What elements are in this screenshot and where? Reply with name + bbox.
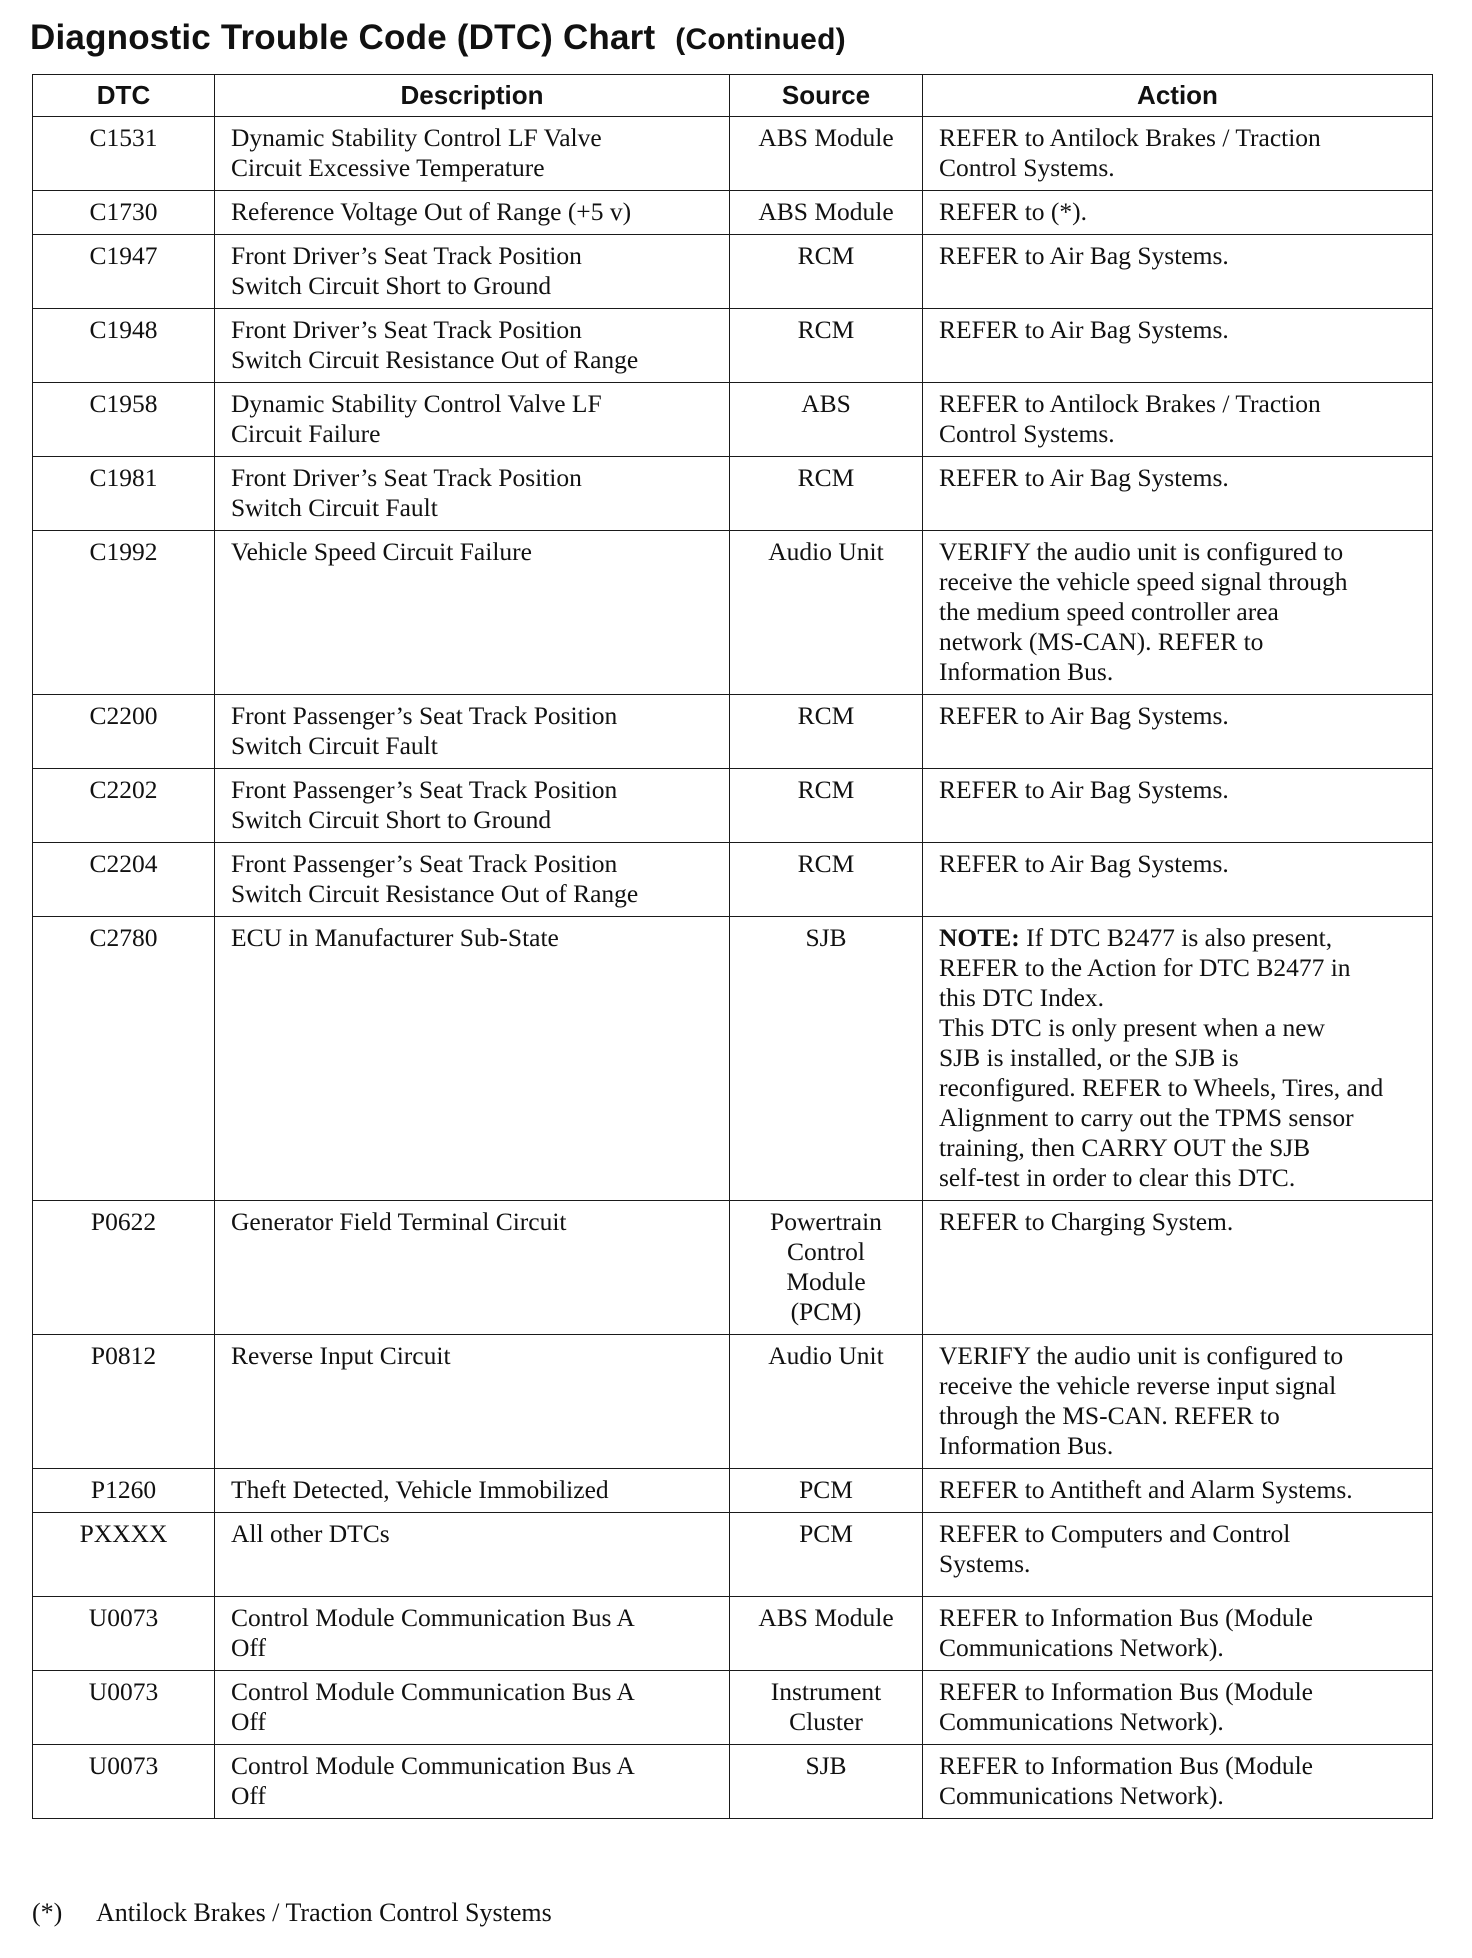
source-cell: [730, 843, 923, 917]
source-line: ABS: [801, 389, 851, 418]
footnote: [32, 1898, 552, 1928]
source-line: (PCM): [790, 1297, 862, 1326]
source-line: PCM: [799, 1475, 853, 1504]
header-description: Description: [215, 75, 730, 117]
source-line: Control: [787, 1237, 865, 1266]
dtc-code-cell: [33, 1745, 215, 1819]
dtc-code-cell: [33, 117, 215, 191]
dtc-code-cell: [33, 383, 215, 457]
source-cell: [730, 457, 923, 531]
source-cell: [730, 235, 923, 309]
table-row: [33, 191, 1433, 235]
source-cell: [730, 1597, 923, 1671]
description-line: All other DTCs: [231, 1519, 390, 1548]
action-line: REFER to Charging System.: [939, 1207, 1234, 1236]
description-line: Switch Circuit Short to Ground: [231, 805, 552, 834]
action-line: VERIFY the audio unit is configured to: [939, 537, 1344, 566]
action-line: reconfigured. REFER to Wheels, Tires, and: [939, 1073, 1384, 1102]
dtc-code: C1981: [89, 463, 158, 492]
source-line: Module: [786, 1267, 866, 1296]
action-line: REFER to Air Bag Systems.: [939, 775, 1229, 804]
description-line: Switch Circuit Resistance Out of Range: [231, 879, 639, 908]
source-line: RCM: [797, 849, 855, 878]
description-cell: [215, 191, 730, 235]
dtc-code: C1958: [89, 389, 158, 418]
description-line: Control Module Communication Bus A: [231, 1603, 635, 1632]
table-row: [33, 843, 1433, 917]
table-row: [33, 1513, 1433, 1597]
dtc-code-cell: [33, 1201, 215, 1335]
action-line: Control Systems.: [939, 153, 1115, 182]
table-row: [33, 1335, 1433, 1469]
action-line: REFER to the Action for DTC B2477 in: [939, 953, 1351, 982]
action-line: Control Systems.: [939, 419, 1115, 448]
table-header-row: [33, 75, 1433, 117]
action-cell: [923, 1597, 1433, 1671]
header-action: Action: [923, 75, 1433, 117]
description-line: Off: [231, 1633, 266, 1662]
action-cell: [923, 843, 1433, 917]
description-line: Front Driver’s Seat Track Position: [231, 241, 582, 270]
description-line: Front Passenger’s Seat Track Position: [231, 701, 618, 730]
dtc-code: P0812: [90, 1341, 157, 1370]
description-cell: [215, 1597, 730, 1671]
source-line: Instrument: [770, 1677, 882, 1706]
dtc-code: C2200: [89, 701, 158, 730]
description-cell: [215, 235, 730, 309]
description-line: Front Passenger’s Seat Track Position: [231, 849, 618, 878]
source-cell: [730, 191, 923, 235]
table-row: [33, 1597, 1433, 1671]
action-cell: [923, 769, 1433, 843]
action-line: REFER to Computers and Control: [939, 1519, 1291, 1548]
source-line: RCM: [797, 463, 855, 492]
source-cell: [730, 1469, 923, 1513]
source-line: Audio Unit: [768, 1341, 884, 1370]
dtc-code: C2202: [89, 775, 158, 804]
dtc-code-cell: [33, 457, 215, 531]
action-line: REFER to Information Bus (Module: [939, 1677, 1313, 1706]
action-line: REFER to Air Bag Systems.: [939, 315, 1229, 344]
description-line: Circuit Failure: [231, 419, 381, 448]
dtc-code-cell: [33, 1513, 215, 1597]
description-line: Off: [231, 1781, 266, 1810]
action-cell: [923, 1335, 1433, 1469]
table-row: [33, 531, 1433, 695]
description-line: Generator Field Terminal Circuit: [231, 1207, 567, 1236]
action-line: Communications Network).: [939, 1633, 1224, 1662]
table-row: [33, 309, 1433, 383]
description-line: Switch Circuit Resistance Out of Range: [231, 345, 639, 374]
source-line: ABS Module: [758, 197, 894, 226]
action-line: Systems.: [939, 1549, 1031, 1578]
action-cell: [923, 1745, 1433, 1819]
dtc-code: C1992: [89, 537, 158, 566]
source-cell: [730, 917, 923, 1201]
description-line: Switch Circuit Fault: [231, 731, 438, 760]
dtc-code-cell: [33, 191, 215, 235]
action-line: REFER to (*).: [939, 197, 1088, 226]
description-cell: [215, 695, 730, 769]
dtc-code: C1730: [89, 197, 158, 226]
description-line: Front Passenger’s Seat Track Position: [231, 775, 618, 804]
table-row: [33, 1201, 1433, 1335]
description-cell: [215, 383, 730, 457]
action-line: REFER to Antilock Brakes / Traction: [939, 123, 1321, 152]
source-line: SJB: [805, 1751, 847, 1780]
dtc-code: C1531: [89, 123, 158, 152]
description-line: Dynamic Stability Control Valve LF: [231, 389, 602, 418]
action-line: this DTC Index.: [939, 983, 1105, 1012]
dtc-code: P1260: [90, 1475, 157, 1504]
action-line: This DTC is only present when a new: [939, 1013, 1325, 1042]
dtc-code-cell: [33, 843, 215, 917]
description-cell: [215, 457, 730, 531]
description-cell: [215, 309, 730, 383]
source-line: RCM: [797, 315, 855, 344]
dtc-code: U0073: [88, 1677, 159, 1706]
source-cell: [730, 117, 923, 191]
source-cell: [730, 309, 923, 383]
dtc-code: C1948: [89, 315, 158, 344]
table-row: [33, 1469, 1433, 1513]
dtc-code-cell: [33, 769, 215, 843]
dtc-code-cell: [33, 1335, 215, 1469]
header-source: Source: [730, 75, 923, 117]
note-text: If DTC B2477 is also present,: [1026, 923, 1333, 952]
dtc-code: C2204: [89, 849, 158, 878]
description-cell: [215, 769, 730, 843]
description-line: Switch Circuit Short to Ground: [231, 271, 552, 300]
action-cell: [923, 1671, 1433, 1745]
action-cell: [923, 1513, 1433, 1597]
action-line: Communications Network).: [939, 1781, 1224, 1810]
description-cell: [215, 1513, 730, 1597]
action-cell: [923, 117, 1433, 191]
table-row: [33, 235, 1433, 309]
source-line: ABS Module: [758, 1603, 894, 1632]
action-line: Information Bus.: [939, 1431, 1114, 1460]
action-cell: [923, 1469, 1433, 1513]
table-row: [33, 769, 1433, 843]
action-line: VERIFY the audio unit is configured to: [939, 1341, 1344, 1370]
action-cell: [923, 1201, 1433, 1335]
action-cell: [923, 235, 1433, 309]
table-row: [33, 1745, 1433, 1819]
action-line: REFER to Air Bag Systems.: [939, 463, 1229, 492]
action-line: REFER to Antitheft and Alarm Systems.: [939, 1475, 1353, 1504]
dtc-code-cell: [33, 1597, 215, 1671]
source-line: ABS Module: [758, 123, 894, 152]
action-line: REFER to Antilock Brakes / Traction: [939, 389, 1321, 418]
dtc-code: U0073: [88, 1603, 159, 1632]
action-line: [939, 923, 1416, 953]
description-line: Control Module Communication Bus A: [231, 1751, 635, 1780]
action-cell: [923, 695, 1433, 769]
description-cell: [215, 1335, 730, 1469]
table-row: [33, 917, 1433, 1201]
description-line: Theft Detected, Vehicle Immobilized: [231, 1475, 609, 1504]
description-cell: [215, 1671, 730, 1745]
page-title: [30, 18, 846, 58]
source-cell: [730, 695, 923, 769]
action-line: Alignment to carry out the TPMS sensor: [939, 1103, 1354, 1132]
source-cell: [730, 383, 923, 457]
description-line: Circuit Excessive Temperature: [231, 153, 545, 182]
source-cell: [730, 531, 923, 695]
description-cell: [215, 843, 730, 917]
action-line: REFER to Information Bus (Module: [939, 1603, 1313, 1632]
source-cell: [730, 769, 923, 843]
description-line: Reference Voltage Out of Range (+5 v): [231, 197, 632, 226]
action-line: receive the vehicle speed signal through: [939, 567, 1348, 596]
header-dtc: DTC: [33, 75, 215, 117]
action-line: REFER to Air Bag Systems.: [939, 849, 1229, 878]
dtc-code: C1947: [89, 241, 158, 270]
dtc-code: P0622: [90, 1207, 157, 1236]
action-line: receive the vehicle reverse input signal: [939, 1371, 1337, 1400]
source-line: Audio Unit: [768, 537, 884, 566]
action-line: Information Bus.: [939, 657, 1114, 686]
description-line: Vehicle Speed Circuit Failure: [231, 537, 532, 566]
action-line: SJB is installed, or the SJB is: [939, 1043, 1239, 1072]
action-line: network (MS-CAN). REFER to: [939, 627, 1264, 656]
table-row: [33, 117, 1433, 191]
source-cell: [730, 1745, 923, 1819]
dtc-code: C2780: [89, 923, 158, 952]
description-cell: [215, 1745, 730, 1819]
dtc-code: PXXXX: [79, 1519, 168, 1548]
action-cell: [923, 309, 1433, 383]
action-cell: [923, 457, 1433, 531]
source-cell: [730, 1201, 923, 1335]
dtc-code-cell: [33, 309, 215, 383]
dtc-code-cell: [33, 695, 215, 769]
action-cell: [923, 917, 1433, 1201]
description-line: ECU in Manufacturer Sub-State: [231, 923, 559, 952]
dtc-chart-table: [32, 74, 1433, 1819]
dtc-code-cell: [33, 917, 215, 1201]
description-cell: [215, 1201, 730, 1335]
description-line: Switch Circuit Fault: [231, 493, 438, 522]
action-line: through the MS-CAN. REFER to: [939, 1401, 1280, 1430]
note-label: NOTE:: [939, 923, 1020, 952]
description-cell: [215, 531, 730, 695]
source-line: SJB: [805, 923, 847, 952]
action-line: the medium speed controller area: [939, 597, 1279, 626]
description-line: Off: [231, 1707, 266, 1736]
description-line: Reverse Input Circuit: [231, 1341, 451, 1370]
title-main: Diagnostic Trouble Code (DTC) Chart: [30, 18, 656, 57]
action-line: self-test in order to clear this DTC.: [939, 1163, 1296, 1192]
dtc-code-cell: [33, 235, 215, 309]
description-cell: [215, 117, 730, 191]
source-line: RCM: [797, 775, 855, 804]
table-row: [33, 457, 1433, 531]
dtc-code-cell: [33, 1469, 215, 1513]
source-line: Cluster: [789, 1707, 863, 1736]
title-continued: (Continued): [675, 23, 846, 56]
action-cell: [923, 191, 1433, 235]
action-line: REFER to Air Bag Systems.: [939, 241, 1229, 270]
source-line: RCM: [797, 241, 855, 270]
description-cell: [215, 1469, 730, 1513]
description-line: Dynamic Stability Control LF Valve: [231, 123, 602, 152]
description-line: Front Driver’s Seat Track Position: [231, 463, 582, 492]
action-line: REFER to Information Bus (Module: [939, 1751, 1313, 1780]
source-line: RCM: [797, 701, 855, 730]
action-cell: [923, 383, 1433, 457]
action-cell: [923, 531, 1433, 695]
source-cell: [730, 1671, 923, 1745]
source-cell: [730, 1513, 923, 1597]
table-row: [33, 1671, 1433, 1745]
action-line: REFER to Air Bag Systems.: [939, 701, 1229, 730]
source-line: Powertrain: [770, 1207, 882, 1236]
action-line: training, then CARRY OUT the SJB: [939, 1133, 1311, 1162]
description-cell: [215, 917, 730, 1201]
table-row: [33, 383, 1433, 457]
dtc-code-cell: [33, 531, 215, 695]
description-line: Front Driver’s Seat Track Position: [231, 315, 582, 344]
source-line: PCM: [799, 1519, 853, 1548]
dtc-code-cell: [33, 1671, 215, 1745]
footnote-text: Antilock Brakes / Traction Control Systems: [96, 1898, 552, 1927]
source-cell: [730, 1335, 923, 1469]
action-line: Communications Network).: [939, 1707, 1224, 1736]
dtc-code: U0073: [88, 1751, 159, 1780]
description-line: Control Module Communication Bus A: [231, 1677, 635, 1706]
table-body: [33, 117, 1433, 1819]
footnote-mark: (*): [32, 1898, 63, 1927]
table-row: [33, 695, 1433, 769]
